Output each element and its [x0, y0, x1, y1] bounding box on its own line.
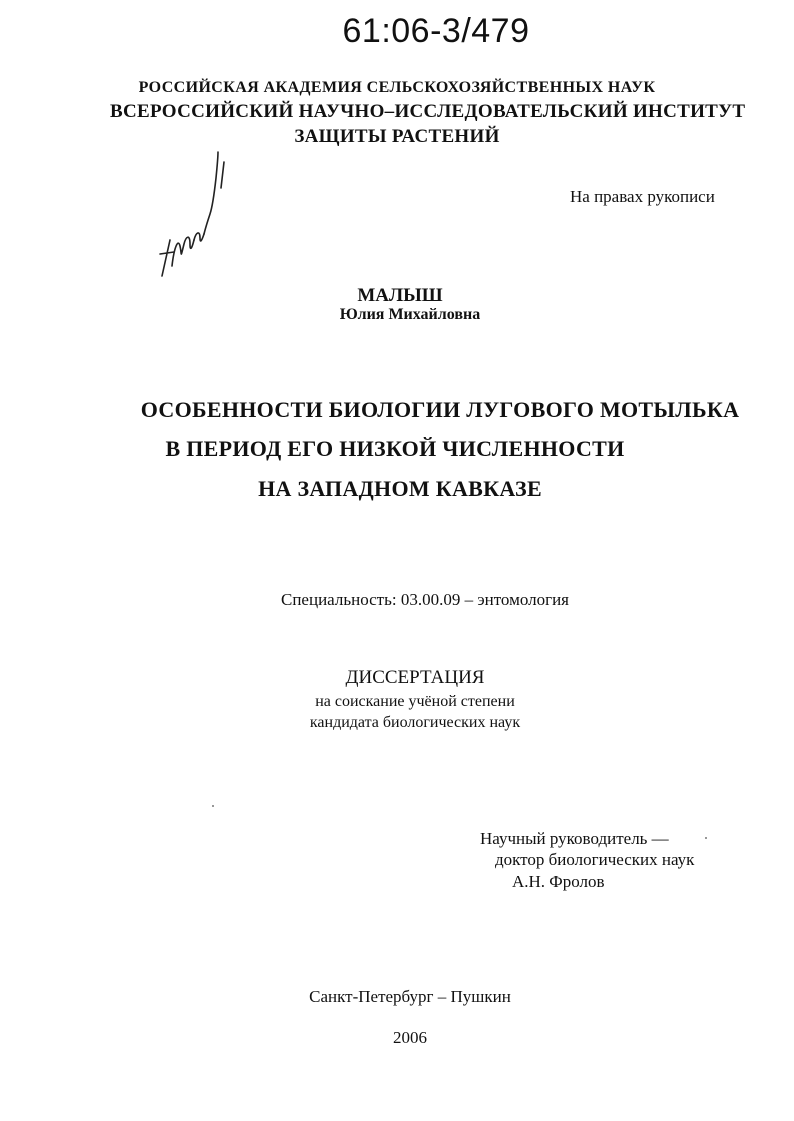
handwritten-signature [150, 148, 230, 286]
specialty: Специальность: 03.00.09 – энтомология [280, 590, 569, 609]
organization-line-3: ЗАЩИТЫ РАСТЕНИЙ [294, 126, 500, 147]
author-given-names: Юлия Михайловна [339, 306, 481, 323]
organization-line-1: РОССИЙСКАЯ АКАДЕМИЯ СЕЛЬСКОХОЗЯЙСТВЕННЫХ НАУК [138, 79, 656, 96]
scan-speck [212, 805, 214, 807]
degree-line-2: кандидата биологических наук [309, 714, 521, 731]
place: Санкт-Петербург – Пушкин [309, 987, 511, 1006]
archive-code: 61:06-3/479 [342, 12, 530, 50]
organization-line-2: ВСЕРОССИЙСКИЙ НАУЧНО–ИССЛЕДОВАТЕЛЬСКИЙ ИНСТИТУТ [110, 101, 746, 122]
degree-line-1: на соискание учёной степени [315, 693, 515, 710]
manuscript-note: На правах рукописи [570, 187, 715, 206]
supervisor-role: Научный руководитель — [480, 829, 669, 848]
year: 2006 [393, 1028, 427, 1047]
scan-speck [705, 837, 707, 839]
supervisor-name: А.Н. Фролов [512, 872, 605, 891]
title-line-1: ОСОБЕННОСТИ БИОЛОГИИ ЛУГОВОГО МОТЫЛЬКА [140, 397, 740, 422]
supervisor-degree: доктор биологических наук [495, 850, 695, 869]
author-surname: МАЛЫШ [357, 285, 443, 306]
title-line-3: НА ЗАПАДНОМ КАВКАЗЕ [258, 476, 542, 501]
document-type: ДИССЕРТАЦИЯ [345, 667, 485, 688]
title-line-2: В ПЕРИОД ЕГО НИЗКОЙ ЧИСЛЕННОСТИ [165, 436, 625, 461]
